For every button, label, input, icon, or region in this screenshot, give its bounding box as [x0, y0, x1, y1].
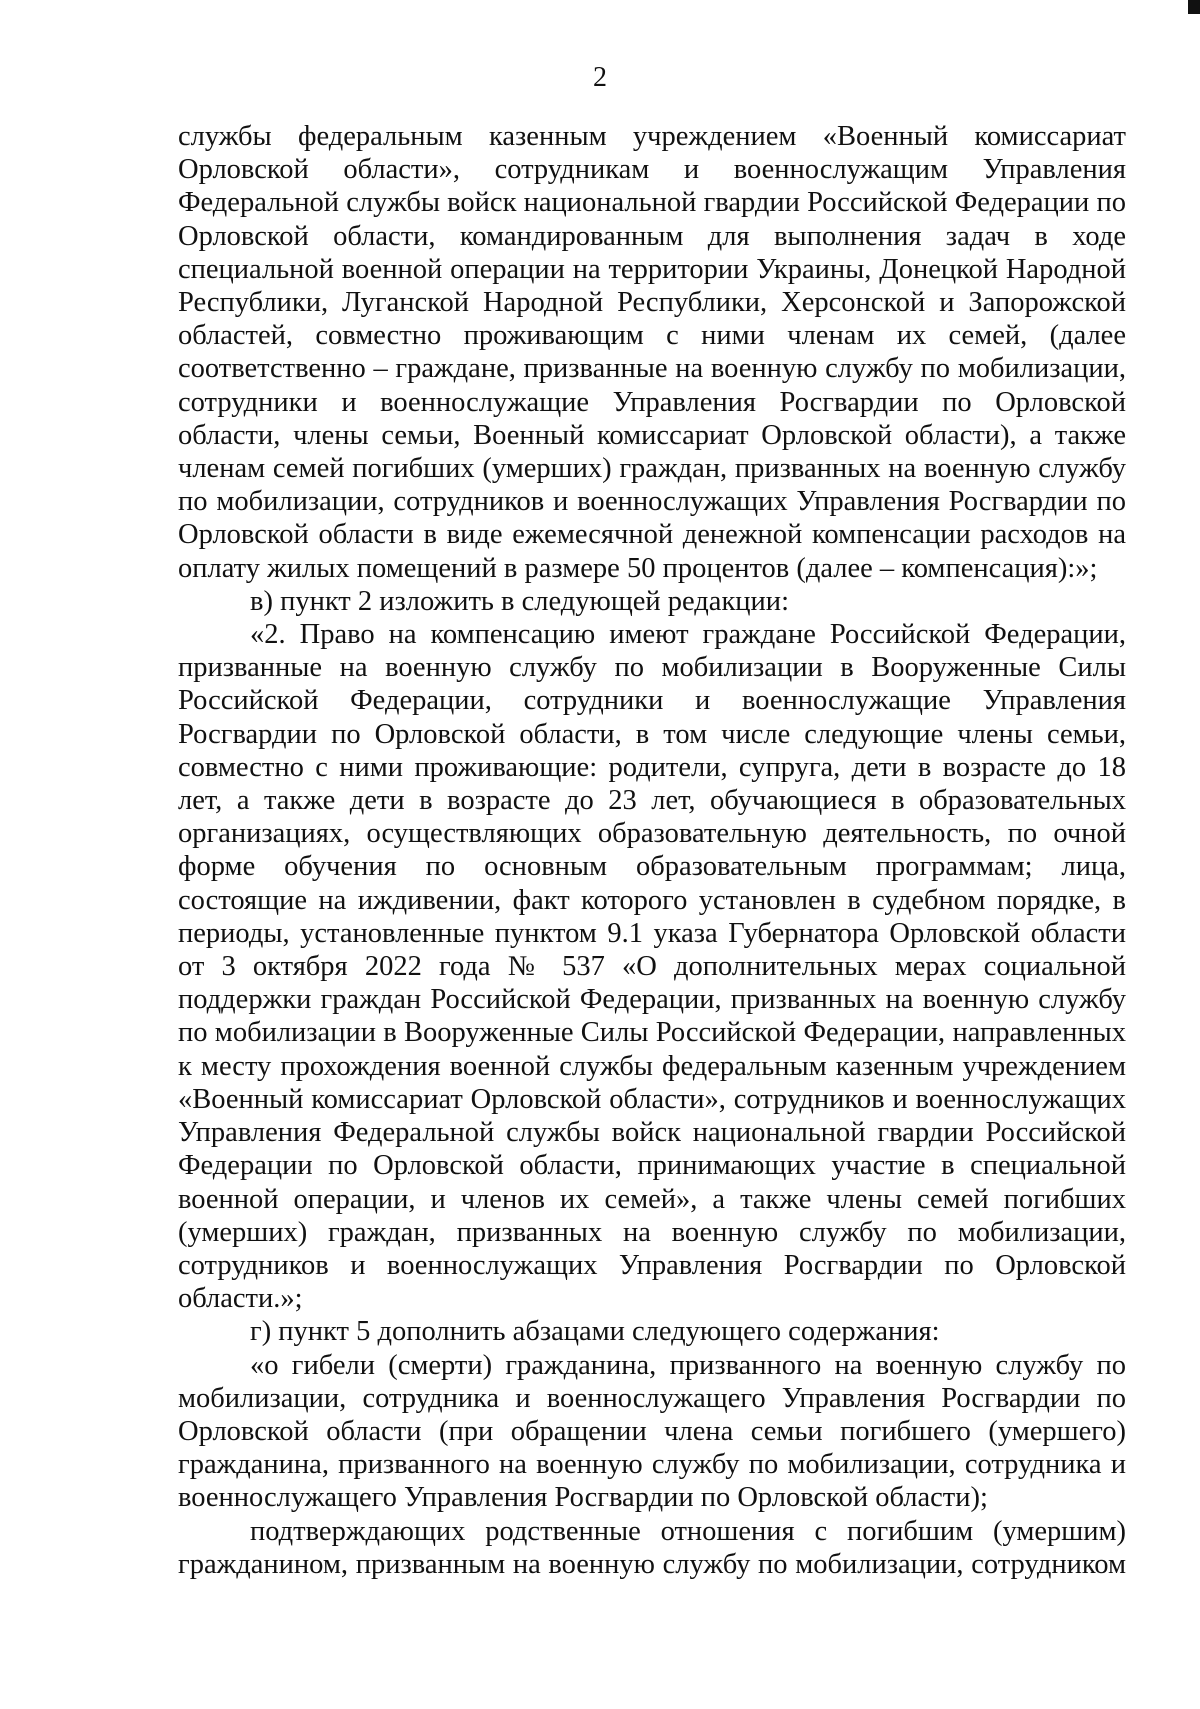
paragraph-death-notice: «о гибели (смерти) гражданина, призванного на военную службу по мобилизации, сотрудника и военнослужащего Управления Росгвардии по Орловской области (при обращении члена семьи погибшего (умершего) гражданина, призванного на военную службу по мобилизации, сотрудника и военнослужащего Управления Росгвардии по Орловской области);: [178, 1349, 1126, 1514]
document-body: [178, 120, 1126, 1581]
paragraph-item-g: г) пункт 5 дополнить абзацами следующего содержания:: [250, 1316, 940, 1348]
paragraph-compensation-intro: службы федеральным казенным учреждением «Военный комиссариат Орловской области», сотрудникам и военнослужащим Управления Федеральной службы войск национальной гвардии Российской Федерации по Орловской области, командированным для выполнения задач в ходе специальной военной операции на территории Украины, Донецкой Народной Республики, Луганской Народной Республики, Херсонской и Запорожской областей, совместно проживающим с ними членам их семей, (далее соответственно – граждане, призванные на военную службу по мобилизации, сотрудники и военнослужащие Управления Росгвардии по Орловской области, члены семьи, Военный комиссариат Орловской области), а также членам семей погибших (умерших) граждан, призванных на военную службу по мобилизации, сотрудников и военнослужащих Управления Росгвардии по Орловской области в виде ежемесячной денежной компенсации расходов на оплату жилых помещений в размере 50 процентов (далее – компенсация):»;: [178, 121, 1126, 584]
paragraph-point-2: «2. Право на компенсацию имеют граждане Российской Федерации, призванные на военную службу по мобилизации в Вооруженные Силы Российской Федерации, сотрудники и военнослужащие Управления Росгвардии по Орловской области, в том числе следующие члены семьи, совместно с ними проживающие: родители, супруга, дети в возрасте до 18 лет, а также дети в возрасте до 23 лет, обучающиеся в образовательных организациях, осуществляющих образовательную деятельность, по очной форме обучения по основным образовательным программам; лица, состоящие на иждивении, факт которого установлен в судебном порядке, в периоды, установленные пунктом 9.1 указа Губернатора Орловской области от 3 октября 2022 года № 537 «О дополнительных мерах социальной поддержки граждан Российской Федерации, призванных на военную службу по мобилизации в Вооруженные Силы Российской Федерации, направленных к месту прохождения военной службы федеральным казенным учреждением «Военный комиссариат Орловской области», сотрудников и военнослужащих Управления Федеральной службы войск национальной гвардии Российской Федерации по Орловской области, принимающих участие в специальной военной операции, и членов их семей», а также члены семей погибших (умерших) граждан, призванных на военную службу по мобилизации, сотрудников и военнослужащих Управления Росгвардии по Орловской области.»;: [178, 619, 1126, 1315]
paragraph-kinship-proof: подтверждающих родственные отношения с погибшим (умершим) гражданином, призванным на военную службу по мобилизации, сотрудником: [178, 1515, 1126, 1580]
scan-corner-mark: [1188, 0, 1200, 14]
paragraph-item-v: в) пункт 2 изложить в следующей редакции:: [250, 585, 789, 617]
page-number: 2: [593, 62, 607, 93]
